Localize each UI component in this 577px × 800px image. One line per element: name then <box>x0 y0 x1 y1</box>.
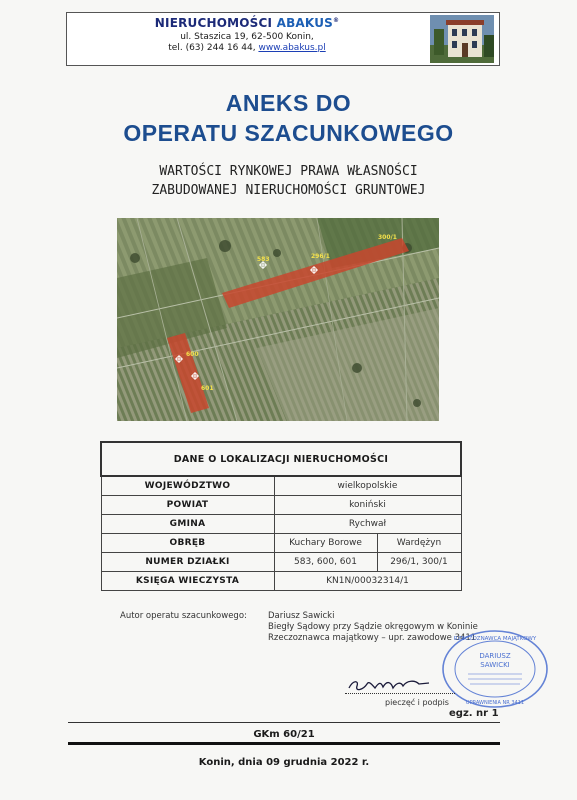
company-brand: ABAKUS <box>276 16 333 30</box>
document-subtitle-line2: ZABUDOWANEJ NIERUCHOMOŚCI GRUNTOWEJ <box>151 183 426 198</box>
divider-top <box>68 722 500 723</box>
row-label: NUMER DZIAŁKI <box>101 553 274 572</box>
signature-label: pieczęć i podpis <box>385 698 449 707</box>
table-row-parcel-number <box>101 553 461 572</box>
table-row-land-register <box>101 572 461 591</box>
map-label-583: 583 <box>257 256 270 263</box>
map-label-600: 600 <box>186 351 199 358</box>
company-info <box>67 16 427 53</box>
document-title-line1: ANEKS DO <box>225 90 352 116</box>
row-value-a: 583, 600, 601 <box>274 553 377 572</box>
table-row-commune <box>101 515 461 534</box>
registered-mark: ® <box>333 17 340 24</box>
stamp-bottom-text: UPRAWNIENIA NR 3411 <box>465 700 525 706</box>
company-name <box>67 16 427 30</box>
author-label: Autor operatu szacunkowego: <box>120 611 247 621</box>
company-address: ul. Staszica 19, 62-500 Konin, <box>180 32 314 42</box>
parcel-aerial-map <box>117 218 439 421</box>
map-label-296-1: 296/1 <box>311 253 330 260</box>
location-table <box>100 441 462 591</box>
row-value: koniński <box>274 496 461 515</box>
appraiser-seal-stamp <box>440 628 550 710</box>
company-prefix: NIERUCHOMOŚCI <box>154 16 273 30</box>
row-value-a: Kuchary Borowe <box>274 534 377 553</box>
row-label: POWIAT <box>101 496 274 515</box>
website-link[interactable]: www.abakus.pl <box>258 43 326 53</box>
table-row-county <box>101 496 461 515</box>
row-value: KN1N/00032314/1 <box>274 572 461 591</box>
row-value: wielkopolskie <box>274 476 461 496</box>
row-value-b: 296/1, 300/1 <box>377 553 461 572</box>
author-name: Dariusz Sawicki <box>268 611 335 621</box>
row-label: GMINA <box>101 515 274 534</box>
stamp-ring-text: RZECZOZNAWCA MAJĄTKOWY <box>453 636 537 642</box>
company-phone: tel. (63) 244 16 44, <box>168 43 256 53</box>
signature-line <box>345 693 455 694</box>
document-subtitle-line1: WARTOŚCI RYNKOWEJ PRAWA WŁASNOŚCI <box>159 164 418 179</box>
row-value: Rychwał <box>274 515 461 534</box>
row-label: OBRĘB <box>101 534 274 553</box>
company-header <box>66 12 500 66</box>
document-title-line2: OPERATU SZACUNKOWEGO <box>123 120 454 146</box>
company-contact <box>67 43 427 53</box>
stamp-name-line2: SAWICKI <box>480 661 510 669</box>
place-and-date: Konin, dnia 09 grudnia 2022 r. <box>198 757 370 768</box>
table-row-precinct <box>101 534 461 553</box>
author-license: Rzeczoznawca majątkowy – upr. zawodowe 3411 <box>268 633 477 643</box>
document-code: GKm 60/21 <box>253 729 315 740</box>
row-label: WOJEWÓDZTWO <box>101 476 274 496</box>
stamp-name-line1: DARIUSZ <box>479 652 511 660</box>
row-label: KSIĘGA WIECZYSTA <box>101 572 274 591</box>
copy-number: egz. nr 1 <box>449 708 499 719</box>
map-label-601: 601 <box>201 385 214 392</box>
author-court-role: Biegły Sądowy przy Sądzie okręgowym w Koninie <box>268 622 478 632</box>
row-value-b: Wardężyn <box>377 534 461 553</box>
map-label-300-1: 300/1 <box>378 234 397 241</box>
table-row-voivodeship <box>101 476 461 496</box>
divider-bottom <box>68 742 500 745</box>
location-table-caption: DANE O LOKALIZACJI NIERUCHOMOŚCI <box>101 442 461 476</box>
office-building-photo <box>430 15 494 63</box>
